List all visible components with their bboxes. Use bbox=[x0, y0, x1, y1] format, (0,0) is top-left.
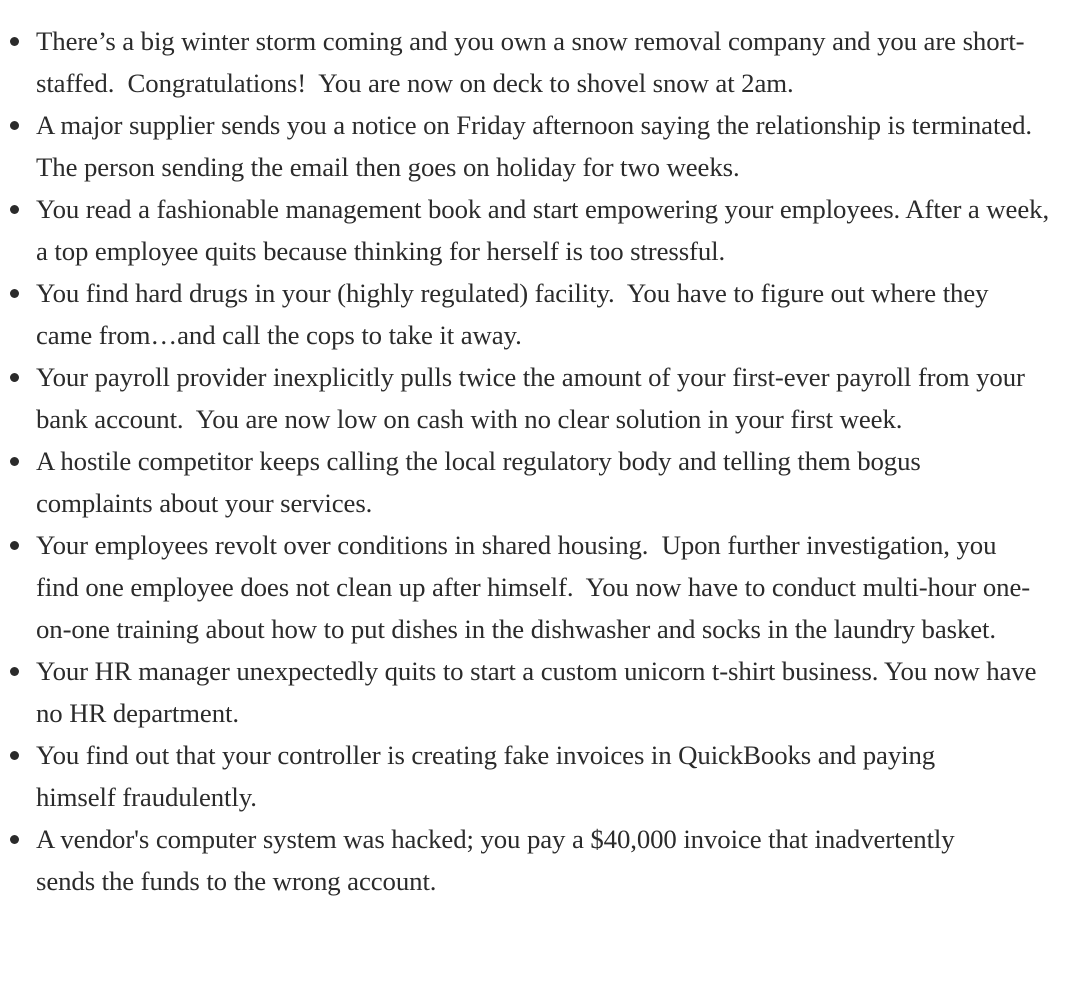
list-item bbox=[36, 104, 1056, 188]
list-item-text: Your HR manager unexpectedly quits to start a custom unicorn t-shirt business. You now have no HR department. bbox=[36, 656, 1037, 728]
list-item-text: There’s a big winter storm coming and you own a snow removal company and you are short-staffed. Congratulations! You are now on deck to shovel snow at 2am. bbox=[36, 26, 1025, 98]
list-item-text: A vendor's computer system was hacked; you pay a $40,000 invoice that inadvertently sends the funds to the wrong account. bbox=[36, 824, 955, 896]
bullet-icon bbox=[10, 835, 19, 844]
list-item-text: You find hard drugs in your (highly regulated) facility. You have to figure out where they came from…and call the cops to take it away. bbox=[36, 278, 989, 350]
list-item bbox=[36, 818, 956, 902]
list-item bbox=[36, 734, 996, 818]
list-item-text: Your payroll provider inexplicitly pulls twice the amount of your first-ever payroll from your bank account. You are now low on cash with no clear solution in your first week. bbox=[36, 362, 1025, 434]
bullet-icon bbox=[10, 121, 19, 130]
list-item-text: A hostile competitor keeps calling the local regulatory body and telling them bogus complaints about your services. bbox=[36, 446, 921, 518]
list-item bbox=[36, 524, 1036, 650]
list-item-text: You read a fashionable management book and start empowering your employees. After a week, a top employee quits because thinking for herself is too stressful. bbox=[36, 194, 1050, 266]
list-item-text: Your employees revolt over conditions in shared housing. Upon further investigation, you find one employee does not clean up after himself. You now have to conduct multi-hour one-on-one training about how to put dishes in the dishwasher and socks in the laundry basket. bbox=[36, 530, 1031, 644]
bullet-icon bbox=[10, 541, 19, 550]
list-item bbox=[36, 20, 1056, 104]
bullet-icon bbox=[10, 37, 19, 46]
list-item bbox=[36, 356, 1056, 440]
list-item bbox=[36, 188, 1056, 272]
list-item bbox=[36, 440, 996, 524]
bullet-icon bbox=[10, 289, 19, 298]
bullet-icon bbox=[10, 667, 19, 676]
bullet-icon bbox=[10, 373, 19, 382]
list-item bbox=[36, 272, 1011, 356]
list-item bbox=[36, 650, 1046, 734]
list-item-text: A major supplier sends you a notice on Friday afternoon saying the relationship is terminated. The person sending the email then goes on holiday for two weeks. bbox=[36, 110, 1039, 182]
bullet-icon bbox=[10, 457, 19, 466]
bullet-list bbox=[36, 20, 1072, 902]
list-item-text: You find out that your controller is creating fake invoices in QuickBooks and paying himself fraudulently. bbox=[36, 740, 936, 812]
bullet-icon bbox=[10, 751, 19, 760]
bullet-icon bbox=[10, 205, 19, 214]
